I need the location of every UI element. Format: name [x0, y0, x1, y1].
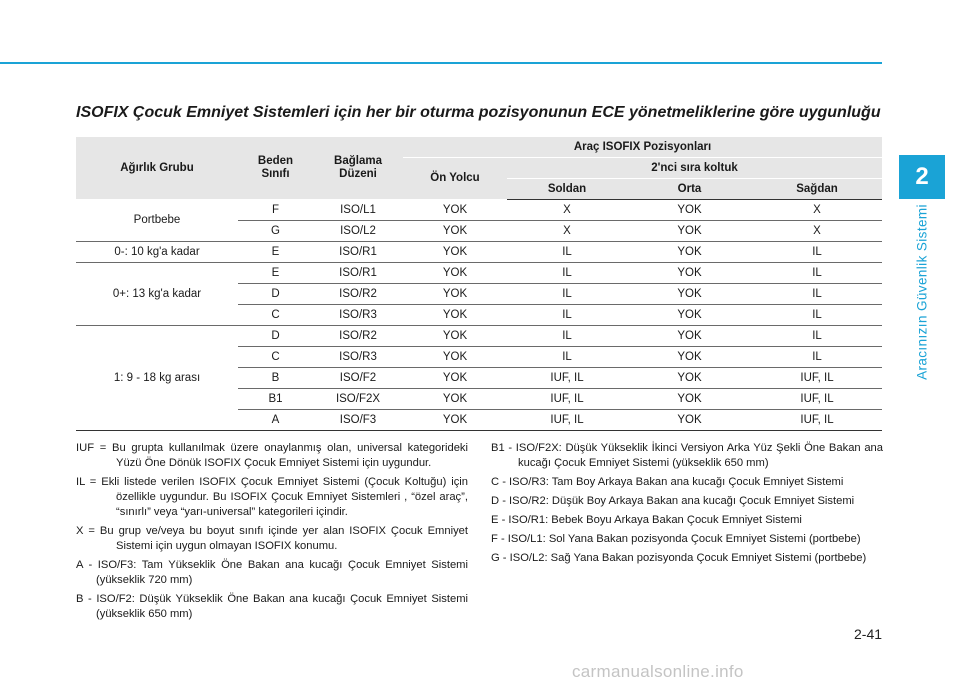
size-class-cell: G	[238, 221, 313, 242]
table-row	[76, 326, 882, 347]
chapter-number: 2	[915, 163, 929, 190]
front-passenger-cell: YOK	[403, 389, 507, 410]
notes-left	[76, 441, 468, 626]
right-seat-cell: IL	[752, 263, 882, 284]
header-positions: Araç ISOFIX Pozisyonları	[403, 137, 882, 158]
fixture-cell: ISO/F3	[313, 410, 403, 431]
left-seat-cell: IL	[507, 284, 627, 305]
right-seat-cell: X	[752, 221, 882, 242]
size-class-cell: B1	[238, 389, 313, 410]
note-c: C - ISO/R3: Tam Boy Arkaya Bakan ana kucağı Çocuk Emniyet Sistemi	[491, 476, 844, 488]
left-seat-cell: IUF, IL	[507, 368, 627, 389]
size-class-cell: B	[238, 368, 313, 389]
front-passenger-cell: YOK	[403, 263, 507, 284]
center-seat-cell: YOK	[627, 305, 752, 326]
left-seat-cell: IL	[507, 305, 627, 326]
right-seat-cell: IL	[752, 242, 882, 263]
header-second-row: 2'nci sıra koltuk	[507, 158, 882, 179]
center-seat-cell: YOK	[627, 263, 752, 284]
fixture-cell: ISO/R2	[313, 326, 403, 347]
front-passenger-cell: YOK	[403, 221, 507, 242]
front-passenger-cell: YOK	[403, 284, 507, 305]
size-class-cell: E	[238, 242, 313, 263]
left-seat-cell: X	[507, 200, 627, 221]
front-passenger-cell: YOK	[403, 242, 507, 263]
left-seat-cell: X	[507, 221, 627, 242]
weight-group-cell: 0-: 10 kg'a kadar	[76, 242, 238, 263]
header-size-class	[238, 137, 313, 200]
center-seat-cell: YOK	[627, 347, 752, 368]
top-rule	[0, 62, 882, 64]
table-row	[76, 242, 882, 263]
table-row	[76, 200, 882, 221]
weight-group-cell: Portbebe	[76, 200, 238, 242]
note-il: IL = Ekli listede verilen ISOFIX Çocuk Emniyet Sistemi (Çocuk Koltuğu) için özellikle uygundur. Bu ISOFIX Çocuk Emniyet Sistemleri , “özel araç”, “sınırlı” veya “yarı-universal” kategorileri içindir.	[76, 476, 468, 518]
center-seat-cell: YOK	[627, 242, 752, 263]
table-body	[76, 200, 882, 431]
note-d: D - ISO/R2: Düşük Boy Arkaya Bakan ana kucağı Çocuk Emniyet Sistemi	[491, 495, 855, 507]
note-b: B - ISO/F2: Düşük Yükseklik Öne Bakan ana kucağı Çocuk Emniyet Sistemi (yükseklik 650 mm)	[76, 593, 468, 620]
size-class-cell: A	[238, 410, 313, 431]
note-g: G - ISO/L2: Sağ Yana Bakan pozisyonda Çocuk Emniyet Sistemi (portbebe)	[491, 552, 867, 564]
left-seat-cell: IUF, IL	[507, 389, 627, 410]
header-right: Sağdan	[752, 179, 882, 200]
fixture-cell: ISO/F2	[313, 368, 403, 389]
fixture-cell: ISO/L1	[313, 200, 403, 221]
right-seat-cell: IL	[752, 284, 882, 305]
weight-group-cell: 1: 9 - 18 kg arası	[76, 326, 238, 431]
header-fixture	[313, 137, 403, 200]
watermark: carmanualsonline.info	[572, 662, 744, 681]
center-seat-cell: YOK	[627, 410, 752, 431]
center-seat-cell: YOK	[627, 389, 752, 410]
right-seat-cell: IL	[752, 305, 882, 326]
chapter-tab	[899, 155, 945, 199]
size-class-cell: D	[238, 284, 313, 305]
center-seat-cell: YOK	[627, 368, 752, 389]
left-seat-cell: IUF, IL	[507, 410, 627, 431]
notes-right	[491, 441, 883, 570]
header-weight-group: Ağırlık Grubu	[76, 137, 238, 200]
header-front-passenger: Ön Yolcu	[403, 158, 507, 200]
right-seat-cell: IL	[752, 326, 882, 347]
header-size-class-text: Beden Sınıfı	[257, 155, 294, 180]
fixture-cell: ISO/R1	[313, 263, 403, 284]
front-passenger-cell: YOK	[403, 200, 507, 221]
isofix-table	[76, 137, 882, 431]
left-seat-cell: IL	[507, 242, 627, 263]
fixture-cell: ISO/R2	[313, 284, 403, 305]
note-iuf: IUF = Bu grupta kullanılmak üzere onaylanmış olan, universal kategorideki Yüzü Öne Dönük ISOFIX Çocuk Emniyet Sistemi için uygundur.	[76, 442, 468, 469]
note-f: F - ISO/L1: Sol Yana Bakan pozisyonda Çocuk Emniyet Sistemi (portbebe)	[491, 533, 861, 545]
note-e: E - ISO/R1: Bebek Boyu Arkaya Bakan Çocuk Emniyet Sistemi	[491, 514, 802, 526]
chapter-title: Aracınızın Güvenlik Sistemi	[914, 204, 930, 380]
right-seat-cell: X	[752, 200, 882, 221]
size-class-cell: C	[238, 347, 313, 368]
note-b1: B1 - ISO/F2X: Düşük Yükseklik İkinci Versiyon Arka Yüz Şekli Öne Bakan ana kucağı Çocuk Emniyet Sistemi (yükseklik 650 mm)	[491, 442, 883, 469]
center-seat-cell: YOK	[627, 200, 752, 221]
fixture-cell: ISO/R3	[313, 347, 403, 368]
front-passenger-cell: YOK	[403, 347, 507, 368]
note-x: X = Bu grup ve/veya bu boyut sınıfı içinde yer alan ISOFIX Çocuk Emniyet Sistemi için uygun olmayan ISOFIX konumu.	[76, 525, 468, 552]
front-passenger-cell: YOK	[403, 410, 507, 431]
right-seat-cell: IUF, IL	[752, 389, 882, 410]
center-seat-cell: YOK	[627, 326, 752, 347]
left-seat-cell: IL	[507, 326, 627, 347]
section-title: ISOFIX Çocuk Emniyet Sistemleri için her bir oturma pozisyonunun ECE yönetmeliklerine göre uygunluğu	[76, 104, 881, 121]
front-passenger-cell: YOK	[403, 326, 507, 347]
fixture-cell: ISO/L2	[313, 221, 403, 242]
left-seat-cell: IL	[507, 263, 627, 284]
fixture-cell: ISO/R1	[313, 242, 403, 263]
table-row	[76, 263, 882, 284]
table-header	[76, 137, 882, 200]
size-class-cell: C	[238, 305, 313, 326]
fixture-cell: ISO/F2X	[313, 389, 403, 410]
right-seat-cell: IUF, IL	[752, 368, 882, 389]
weight-group-cell: 0+: 13 kg'a kadar	[76, 263, 238, 326]
front-passenger-cell: YOK	[403, 305, 507, 326]
center-seat-cell: YOK	[627, 284, 752, 305]
fixture-cell: ISO/R3	[313, 305, 403, 326]
size-class-cell: D	[238, 326, 313, 347]
header-center: Orta	[627, 179, 752, 200]
front-passenger-cell: YOK	[403, 368, 507, 389]
right-seat-cell: IUF, IL	[752, 410, 882, 431]
size-class-cell: E	[238, 263, 313, 284]
header-left: Soldan	[507, 179, 627, 200]
note-a: A - ISO/F3: Tam Yükseklik Öne Bakan ana kucağı Çocuk Emniyet Sistemi (yükseklik 720 mm)	[76, 559, 468, 586]
size-class-cell: F	[238, 200, 313, 221]
center-seat-cell: YOK	[627, 221, 752, 242]
right-seat-cell: IL	[752, 347, 882, 368]
left-seat-cell: IL	[507, 347, 627, 368]
page-number: 2-41	[854, 626, 883, 642]
header-fixture-text: Bağlama Düzeni	[334, 155, 382, 180]
